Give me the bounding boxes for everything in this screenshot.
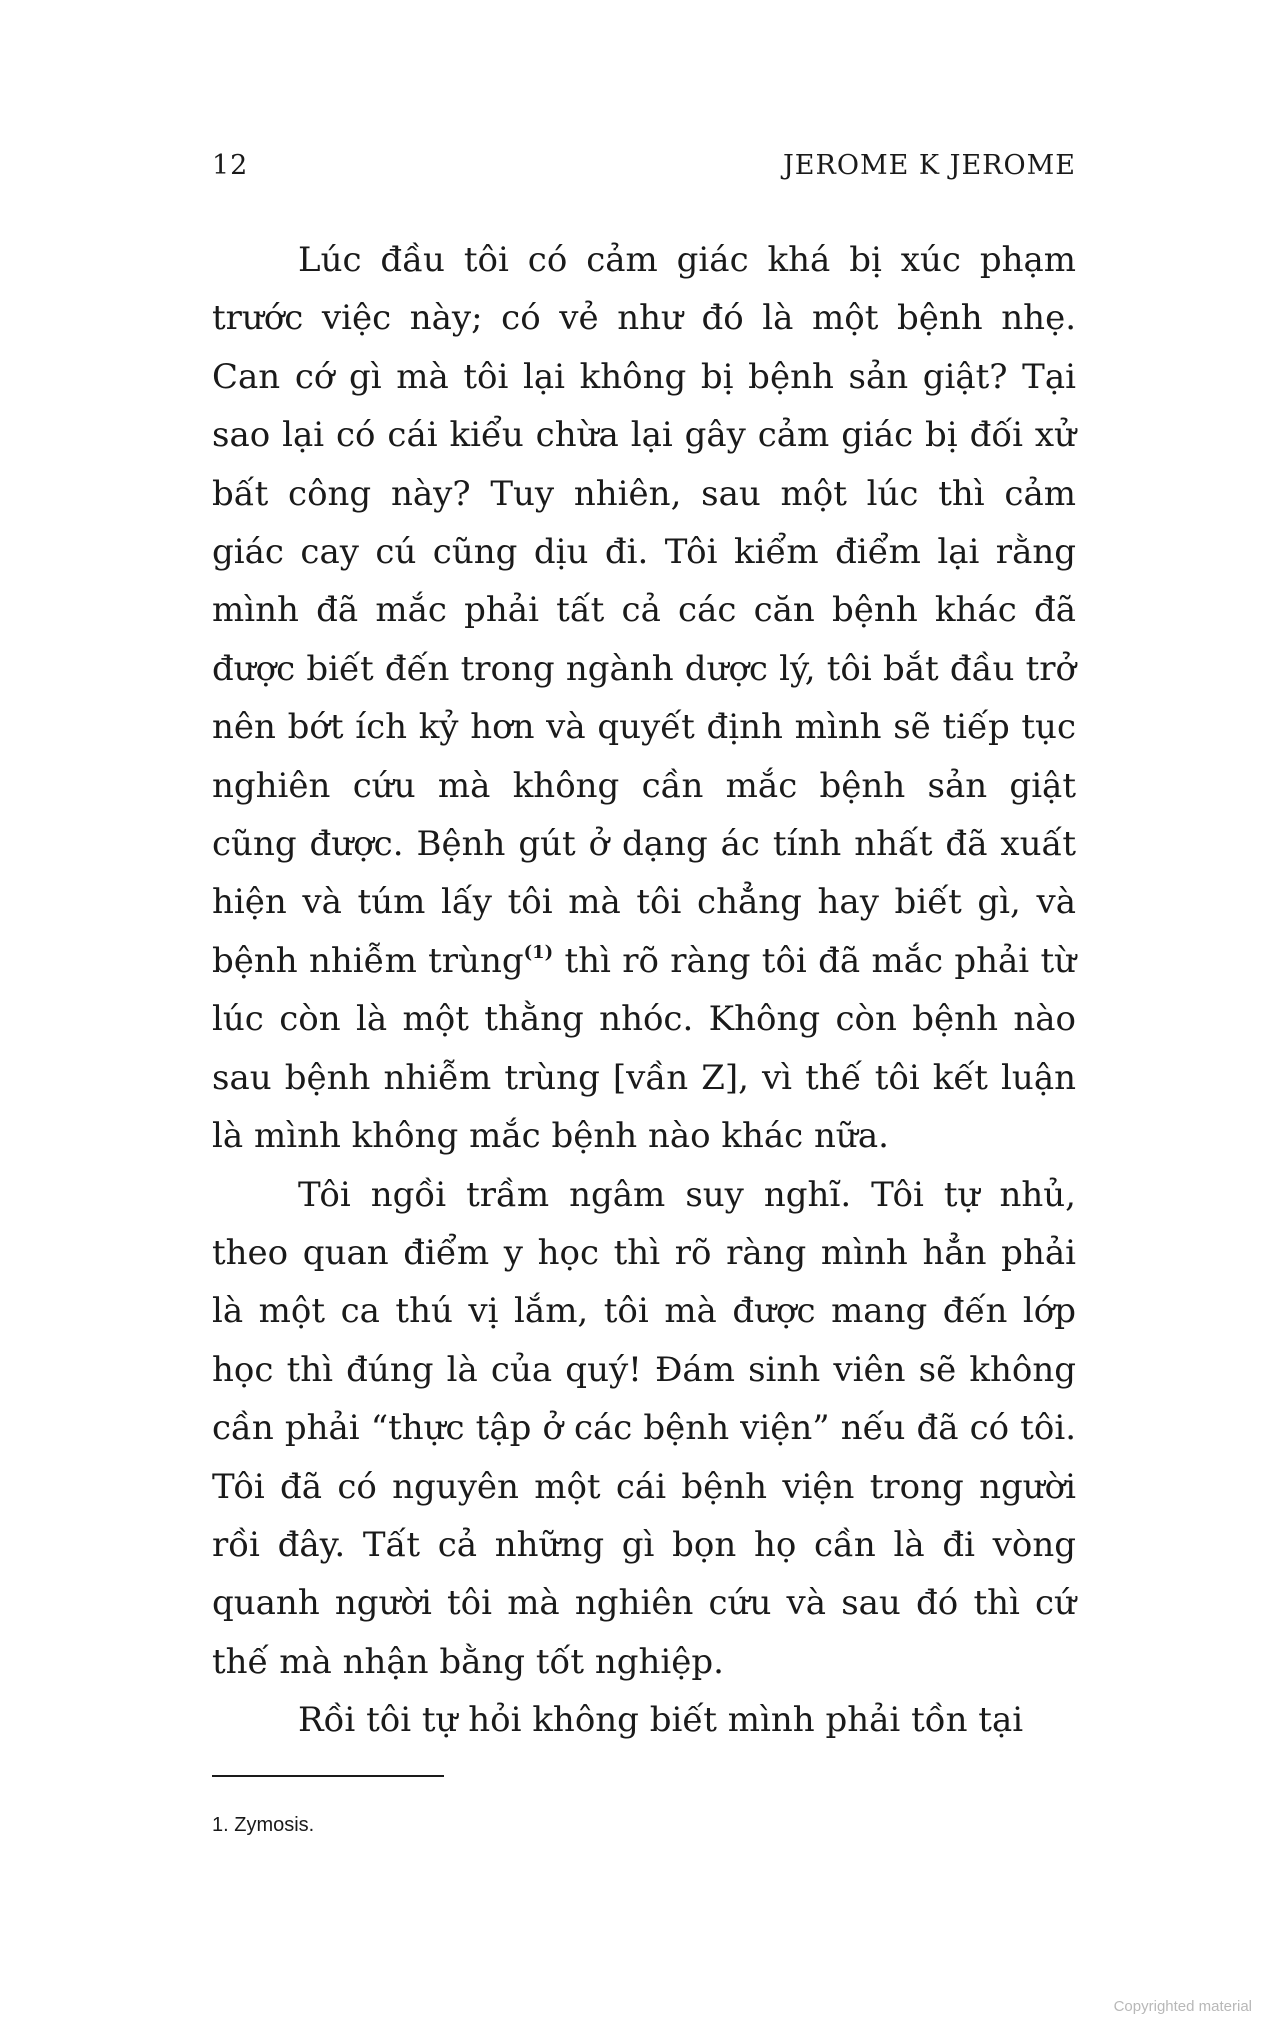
running-head: JEROME K JEROME bbox=[782, 150, 1076, 181]
paragraph-text: thì rõ ràng tôi đã mắc phải từ lúc còn là một thằng nhóc. Không còn bệnh nào sau bệnh nhiễm trùng [vần Z], vì thế tôi kết luận là mình không mắc bệnh nào khác nữa. bbox=[212, 940, 1077, 1157]
paragraph: Tôi ngồi trầm ngâm suy nghĩ. Tôi tự nhủ, theo quan điểm y học thì rõ ràng mình hẳn phải là một ca thú vị lắm, tôi mà được mang đến lớp học thì đúng là của quý! Đám sinh viên sẽ không cần phải “thực tập ở các bệnh viện” nếu đã có tôi. Tôi đã có nguyên một cái bệnh viện trong người rồi đây. Tất cả những gì bọn họ cần là đi vòng quanh người tôi mà nghiên cứu và sau đó thì cứ thế mà nhận bằng tốt nghiệp. bbox=[212, 1174, 1076, 1682]
footnote-divider bbox=[212, 1775, 444, 1777]
footnote-reference: (1) bbox=[523, 941, 554, 963]
paragraph-text: Lúc đầu tôi có cảm giác khá bị xúc phạm trước việc này; có vẻ như đó là một bệnh nhẹ. Can cớ gì mà tôi lại không bị bệnh sản giật? Tại sao lại có cái kiểu chừa lại gây cảm giác bị đối xử bất công này? Tuy nhiên, sau một lúc thì cảm giác cay cú cũng dịu đi. Tôi kiểm điểm lại rằng mình đã mắc phải tất cả các căn bệnh khác đã được biết đến trong ngành dược lý, tôi bắt đầu trở nên bớt ích kỷ hơn và quyết định mình sẽ tiếp tục nghiên cứu mà không cần mắc bệnh sản giật cũng được. Bệnh gút ở dạng ác tính nhất đã xuất hiện và túm lấy tôi mà tôi chẳng hay biết gì, và bệnh nhiễm trùng bbox=[212, 240, 1076, 981]
paragraph: Rồi tôi tự hỏi không biết mình phải tồn tại bbox=[298, 1700, 1024, 1741]
copyright-watermark: Copyrighted material bbox=[1113, 1998, 1252, 2015]
body-text bbox=[212, 231, 1076, 1750]
page-number: 12 bbox=[212, 150, 249, 181]
footnote: 1. Zymosis. bbox=[212, 1814, 315, 1836]
paragraph bbox=[212, 231, 1076, 1166]
page-header bbox=[212, 150, 1076, 190]
